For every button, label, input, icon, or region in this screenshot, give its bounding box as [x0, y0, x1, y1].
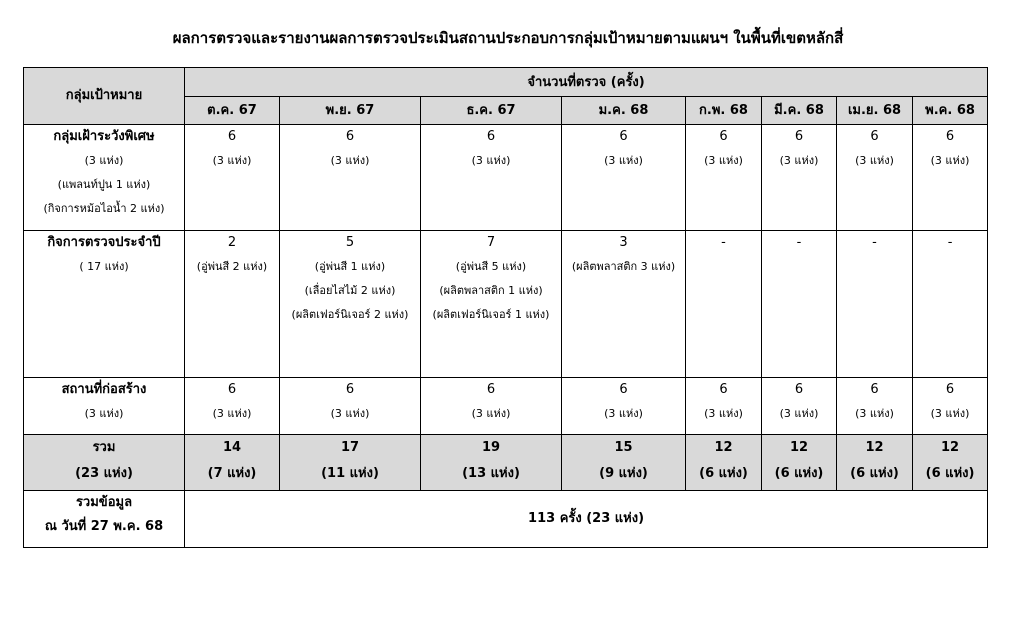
data-cell [686, 231, 762, 378]
cell-note: (3 แห่ง) [471, 407, 511, 420]
total-cell [762, 435, 837, 491]
data-cell [686, 125, 762, 231]
header-month-cell [686, 97, 762, 125]
data-cell [280, 231, 421, 378]
row-group-sub: (3 แห่ง) [84, 154, 124, 167]
header-group-cell [24, 68, 185, 125]
total-value: 17 [340, 440, 360, 455]
data-cell [762, 378, 837, 435]
cell-value: 6 [719, 129, 728, 144]
cell-note: (3 แห่ง) [779, 154, 819, 167]
data-cell [280, 378, 421, 435]
total-label: รวม [92, 440, 116, 455]
cell-note: (3 แห่ง) [855, 154, 894, 167]
summary-row [24, 491, 988, 548]
cell-note: (3 แห่ง) [604, 407, 643, 420]
row-group-sub: (3 แห่ง) [84, 407, 124, 420]
row-group-sub: ( 17 แห่ง) [79, 260, 129, 273]
summary-value: 113 ครั้ง (23 แห่ง) [528, 511, 645, 526]
total-value: 12 [789, 440, 809, 455]
total-cell [686, 435, 762, 491]
cell-value: 5 [345, 235, 355, 250]
row-group-label: กิจการตรวจประจำปี [47, 235, 161, 250]
header-month-label: มี.ค. 68 [774, 102, 824, 118]
total-value: 12 [714, 440, 733, 455]
cell-value: - [721, 235, 726, 250]
header-count-cell [185, 68, 988, 97]
total-cell [185, 435, 280, 491]
row-group-sub: (แพลนท์ปูน 1 แห่ง) [57, 178, 151, 191]
row-group-sub: (กิจการหม้อไอน้ำ 2 แห่ง) [43, 202, 165, 215]
total-value: 15 [614, 440, 633, 455]
total-note: (6 แห่ง) [699, 466, 748, 481]
total-cell [280, 435, 421, 491]
header-month-cell [837, 97, 913, 125]
cell-note: (ผลิตพลาสติก 3 แห่ง) [571, 260, 676, 273]
data-cell [686, 378, 762, 435]
cell-note: (ผลิตเฟอร์นิเจอร์ 2 แห่ง) [291, 308, 409, 321]
data-cell [280, 125, 421, 231]
header-month-cell [421, 97, 562, 125]
summary-label-cell [24, 491, 185, 548]
document-title: ผลการตรวจและรายงานผลการตรวจประเมินสถานประกอบการกลุ่มเป้าหมายตามแผนฯ ในพื้นที่เขตหลักสี่ [172, 29, 844, 47]
cell-value: 7 [486, 235, 496, 250]
data-cell [185, 125, 280, 231]
data-cell [837, 125, 913, 231]
data-cell [421, 231, 562, 378]
cell-value: 6 [619, 382, 628, 397]
cell-value: 6 [486, 129, 496, 144]
table-row [24, 378, 988, 435]
cell-value: 6 [870, 129, 879, 144]
data-cell [837, 378, 913, 435]
total-cell [562, 435, 686, 491]
cell-note: (3 แห่ง) [855, 407, 894, 420]
table-row [24, 125, 988, 231]
data-cell [421, 378, 562, 435]
total-sub: (23 แห่ง) [75, 466, 133, 481]
header-month-cell [280, 97, 421, 125]
table-body [24, 125, 988, 548]
summary-label-1: รวมข้อมูล [75, 495, 133, 510]
data-cell [913, 378, 988, 435]
data-cell [421, 125, 562, 231]
cell-note: (3 แห่ง) [604, 154, 643, 167]
data-cell [837, 231, 913, 378]
header-group-label: กลุ่มเป้าหมาย [65, 88, 143, 103]
cell-value: 6 [794, 129, 804, 144]
cell-note: (3 แห่ง) [330, 154, 370, 167]
cell-note: (อู่พ่นสี 5 แห่ง) [455, 260, 527, 273]
header-month-cell [913, 97, 988, 125]
total-cell [421, 435, 562, 491]
cell-note: (3 แห่ง) [930, 407, 970, 420]
cell-note: (เลื่อยไสไม้ 2 แห่ง) [304, 284, 396, 297]
total-label-cell [24, 435, 185, 491]
row-group-label: กลุ่มเฝ้าระวังพิเศษ [53, 129, 155, 144]
cell-note: (3 แห่ง) [471, 154, 511, 167]
cell-value: - [872, 235, 877, 250]
total-note: (9 แห่ง) [599, 466, 648, 481]
total-value: 12 [941, 440, 960, 455]
cell-value: 6 [719, 382, 728, 397]
data-cell [185, 231, 280, 378]
cell-value: 3 [619, 235, 628, 250]
row-group-cell [24, 378, 185, 435]
summary-value-cell [185, 491, 988, 548]
table-row [24, 231, 988, 378]
cell-value: 6 [486, 382, 496, 397]
inspection-table [23, 67, 988, 548]
total-note: (6 แห่ง) [774, 466, 824, 481]
total-cell [837, 435, 913, 491]
cell-note: (อู่พ่นสี 1 แห่ง) [314, 260, 386, 273]
header-month-label: เม.ย. 68 [847, 102, 902, 118]
cell-note: (อู่พ่นสี 2 แห่ง) [196, 260, 268, 273]
row-group-label: สถานที่ก่อสร้าง [61, 382, 147, 397]
total-note: (7 แห่ง) [207, 466, 257, 481]
header-month-label: ก.พ. 68 [699, 102, 748, 118]
data-cell [562, 231, 686, 378]
total-value: 19 [481, 440, 501, 455]
total-value: 14 [222, 440, 242, 455]
cell-note: (3 แห่ง) [212, 154, 252, 167]
cell-value: 6 [345, 382, 355, 397]
total-row [24, 435, 988, 491]
cell-value: 6 [945, 382, 955, 397]
cell-value: 6 [227, 129, 237, 144]
cell-value: 6 [945, 129, 955, 144]
header-month-label: พ.ย. 67 [325, 102, 375, 118]
cell-value: 6 [345, 129, 355, 144]
cell-value: 6 [794, 382, 804, 397]
cell-note: (3 แห่ง) [930, 154, 970, 167]
cell-note: (3 แห่ง) [704, 407, 743, 420]
row-group-cell [24, 231, 185, 378]
cell-note: (3 แห่ง) [330, 407, 370, 420]
cell-note: (3 แห่ง) [212, 407, 252, 420]
data-cell [562, 125, 686, 231]
header-month-label: ต.ค. 67 [207, 102, 257, 118]
cell-value: - [796, 235, 802, 250]
cell-note: (3 แห่ง) [779, 407, 819, 420]
header-month-label: พ.ค. 68 [925, 102, 975, 118]
summary-label-2: ณ วันที่ 27 พ.ค. 68 [44, 519, 164, 534]
header-month-cell [762, 97, 837, 125]
cell-note: (ผลิตเฟอร์นิเจอร์ 1 แห่ง) [432, 308, 550, 321]
header-month-cell [185, 97, 280, 125]
cell-value: - [947, 235, 953, 250]
cell-note: (ผลิตพลาสติก 1 แห่ง) [439, 284, 543, 297]
header-month-cell [562, 97, 686, 125]
data-cell [913, 125, 988, 231]
row-group-cell [24, 125, 185, 231]
total-cell [913, 435, 988, 491]
cell-note: (3 แห่ง) [704, 154, 743, 167]
data-cell [185, 378, 280, 435]
data-cell [762, 125, 837, 231]
data-cell [562, 378, 686, 435]
data-cell [913, 231, 988, 378]
header-month-label: ม.ค. 68 [598, 102, 649, 118]
cell-value: 6 [870, 382, 879, 397]
header-month-label: ธ.ค. 67 [466, 102, 516, 118]
header-count-label: จำนวนที่ตรวจ (ครั้ง) [527, 74, 645, 90]
cell-value: 6 [619, 129, 628, 144]
total-note: (6 แห่ง) [925, 466, 975, 481]
data-cell [762, 231, 837, 378]
cell-value: 6 [227, 382, 237, 397]
total-value: 12 [865, 440, 884, 455]
total-note: (13 แห่ง) [462, 466, 520, 481]
total-note: (11 แห่ง) [321, 466, 379, 481]
total-note: (6 แห่ง) [850, 466, 899, 481]
cell-value: 2 [227, 235, 237, 250]
